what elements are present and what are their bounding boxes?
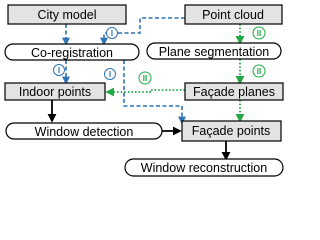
node-facade-planes [185,83,283,100]
node-plane-segmentation [147,43,281,59]
node-window-reconstruction-label: Window reconstruction [140,161,268,175]
node-indoor-points-label: Indoor points [18,85,92,99]
node-window-detection [6,123,162,139]
badge-stage-one-mid [105,69,116,80]
arrow-facadeplanes-to-indoor [107,90,185,92]
badge-stage-one-left [54,65,65,76]
node-window-detection-label: Window detection [34,125,134,139]
badge-stage-one-left-label: I [57,66,61,75]
badge-stage-two-top [253,27,265,39]
badge-stage-two-mid-label: II [142,74,148,83]
node-facade-planes-label: Façade planes [192,85,276,99]
badge-stage-two-right-label: II [256,67,262,76]
node-point-cloud-label: Point cloud [202,8,264,22]
badge-stage-two-mid [139,72,151,84]
node-indoor-points [5,83,105,100]
node-facade-points [182,121,281,141]
badge-stage-one-mid-label: I [108,70,112,79]
badge-stage-two-top-label: II [256,29,262,38]
node-window-reconstruction [125,159,283,176]
badge-stage-one-top-label: I [110,29,114,38]
node-city-model-label: City model [37,8,97,22]
node-coregistration [5,44,139,60]
node-coregistration-label: Co-registration [31,46,113,60]
badge-stage-one-top [107,28,118,39]
node-facade-points-label: Façade points [191,124,271,138]
node-point-cloud [185,5,282,24]
badge-stage-two-right [253,65,265,77]
node-plane-segmentation-label: Plane segmentation [158,45,270,59]
node-city-model [8,5,126,24]
